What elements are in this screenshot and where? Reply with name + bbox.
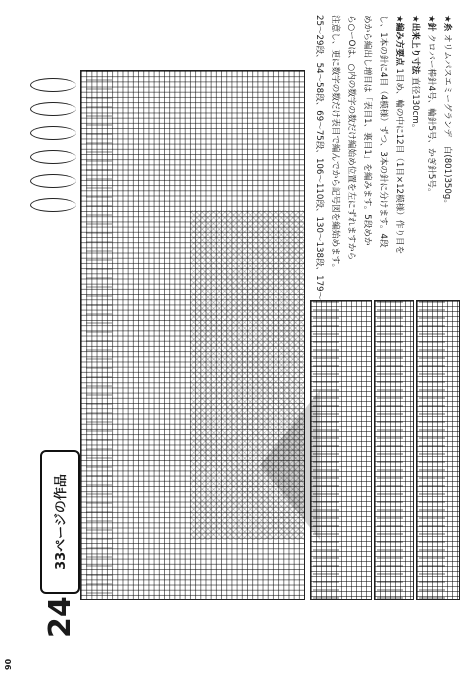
needle-line — [423, 15, 439, 295]
size-line — [407, 15, 423, 295]
scalloped-edging — [30, 78, 80, 278]
scallop — [30, 102, 76, 116]
instructions-text — [305, 15, 455, 301]
scallop — [30, 174, 76, 188]
method-text: 1目め、輪の中に12目（1目×12模様）作り目を — [394, 68, 404, 255]
yarn-label: ★糸 — [442, 15, 452, 32]
size-text: 直径130cm。 — [410, 77, 420, 133]
page-title: 33ページの作品 — [54, 474, 69, 570]
method-line: し、1本の針に4目（4模様）ずつ、3本の針に分けます。4段 — [378, 15, 388, 248]
secondary-stitch-charts — [310, 300, 460, 600]
main-stitch-chart — [80, 70, 305, 600]
mini-chart-symbols — [313, 301, 339, 601]
mini-chart-symbols — [377, 301, 403, 601]
yarn-line — [439, 15, 455, 295]
scallop — [30, 126, 76, 140]
yarn-text: オリムパスエミーグランデ 白(801)350g。 — [442, 34, 452, 208]
mini-chart-c — [416, 300, 460, 600]
mini-chart-a — [310, 300, 372, 600]
method-line: めから編出し増目は「表目1、裏目1」を編みます。5段めか — [362, 15, 372, 246]
mini-chart-symbols — [419, 301, 445, 601]
method-line — [391, 15, 407, 295]
mini-chart-b — [374, 300, 414, 600]
method-line: 注意し、更に数字の数だけ表目で編んでから記号図を編始めます。 — [330, 15, 340, 273]
scallop — [30, 198, 76, 212]
pattern-number — [42, 596, 80, 638]
page-number: 90 — [4, 658, 13, 670]
size-label: ★出来上り寸法 — [410, 15, 420, 75]
scallop — [30, 78, 76, 92]
needle-label: ★針 — [426, 15, 436, 32]
method-label: ★編み方要点 — [394, 15, 404, 66]
title-box — [40, 450, 80, 594]
instructions-block — [300, 10, 460, 300]
needle-text: クロバー棒針4号、輪針5号、かぎ針5号。 — [426, 34, 436, 197]
pattern-number-text: 24 — [43, 596, 78, 638]
method-line: ら○ーOは、○内の数字の数だけ編始め位置を左にずれますから — [346, 15, 356, 261]
scallop — [30, 150, 76, 164]
chart-symbol-column — [86, 70, 112, 600]
method-line: 25～29段、54～58段、69～75段、106～110段、130～138段、179～ — [314, 15, 324, 301]
